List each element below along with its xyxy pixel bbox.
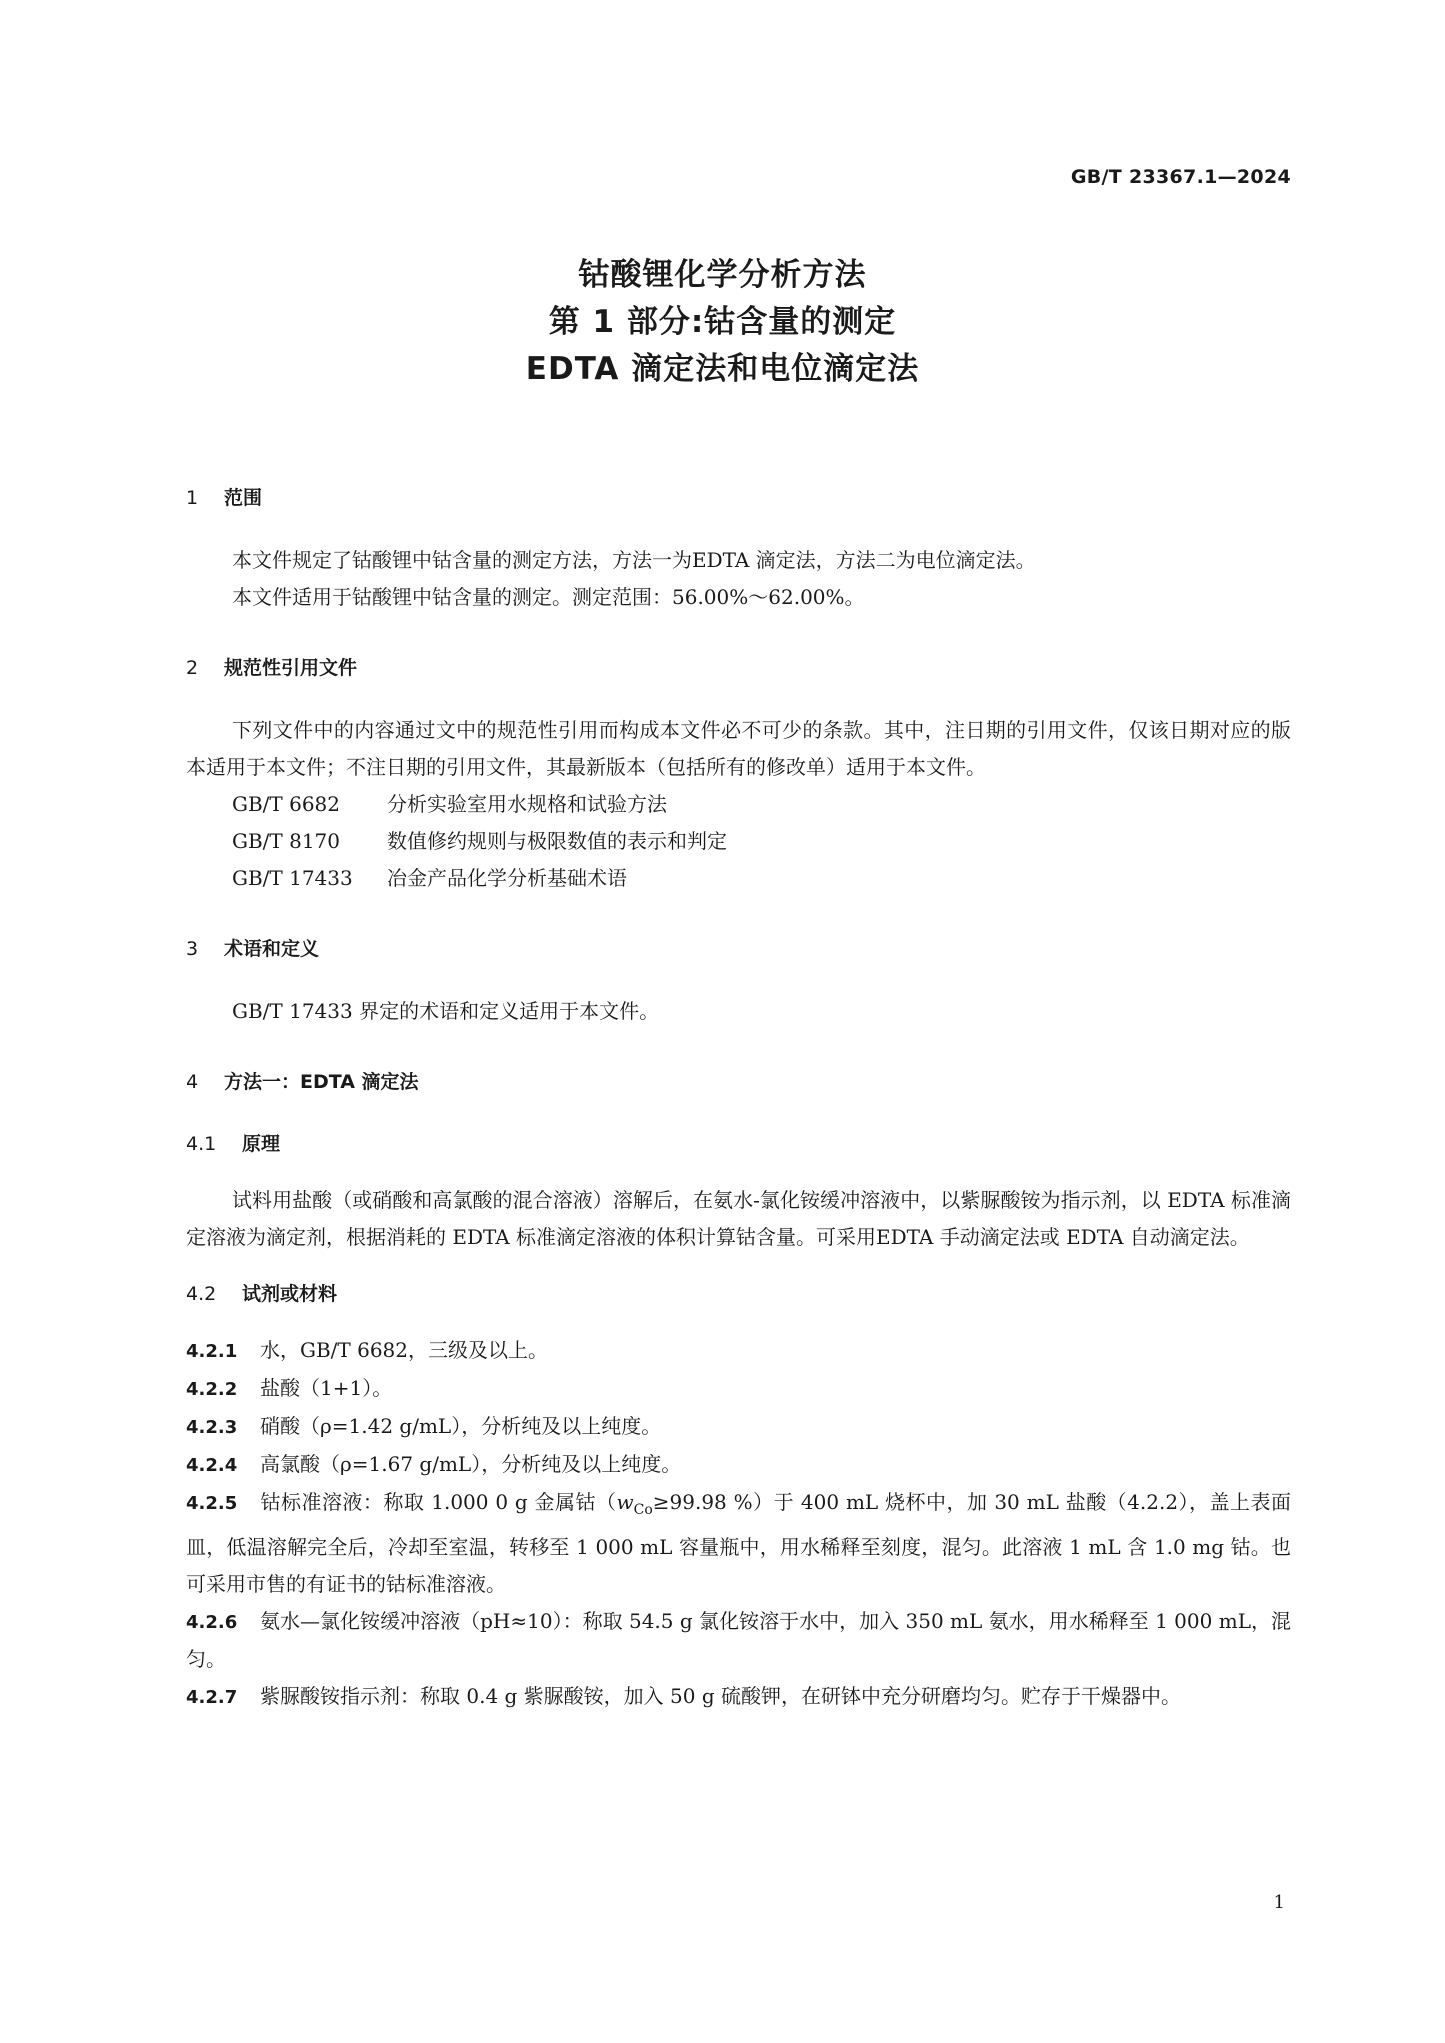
subsection-number: 4.1 — [186, 1133, 217, 1155]
section-number: 4 — [186, 1071, 199, 1093]
item-text: 钴标准溶液：称取 1.000 0 g 金属钴（ — [260, 1490, 617, 1514]
reference-item — [186, 786, 1291, 823]
reagent-item — [186, 1678, 1291, 1716]
section-number: 3 — [186, 938, 199, 960]
item-number: 4.2.2 — [186, 1379, 238, 1400]
item-text: 硝酸（ρ=1.42 g/mL），分析纯及以上纯度。 — [260, 1414, 662, 1438]
item-number: 4.2.4 — [186, 1455, 238, 1476]
section-title: 方法一：EDTA 滴定法 — [224, 1071, 419, 1093]
title-line-2: 第 1 部分:钴含量的测定 — [548, 304, 897, 340]
section-3-heading — [186, 931, 1291, 967]
section-title: 范围 — [224, 487, 263, 509]
standard-code: GB/T 23367.1—2024 — [1070, 166, 1291, 188]
reference-name: 冶金产品化学分析基础术语 — [387, 866, 627, 890]
subsection-4-2-heading — [186, 1276, 1291, 1312]
mass-fraction-symbol: w — [616, 1490, 634, 1514]
reagent-item — [186, 1332, 1291, 1370]
section-2-heading — [186, 650, 1291, 686]
mass-fraction-subscript: Co — [633, 1502, 653, 1518]
item-text: 氨水—氯化铵缓冲溶液（pH≈10）：称取 54.5 g 氯化铵溶于水中，加入 350 mL 氨水，用水稀释至 1 000 mL，混匀。 — [186, 1609, 1291, 1671]
item-text: 水，GB/T 6682，三级及以上。 — [260, 1338, 549, 1362]
title-line-3: EDTA 滴定法和电位滴定法 — [525, 351, 920, 387]
reagent-item — [186, 1446, 1291, 1484]
page-number: 1 — [1273, 1892, 1285, 1913]
reagent-item — [186, 1603, 1291, 1678]
reagent-item — [186, 1484, 1291, 1603]
reference-code: GB/T 6682 — [232, 792, 341, 816]
item-number: 4.2.1 — [186, 1341, 238, 1362]
subsection-number: 4.2 — [186, 1283, 217, 1305]
item-text: ≥99.98 %）于 400 mL 烧杯中，加 30 mL 盐酸（4.2.2），盖上表面皿，低温溶解完全后，冷却至室温，转移至 1 000 mL 容量瓶中，用水稀释至刻度，混匀。此溶液 1 mL 含 1.0 mg 钴。也可采用市售的有证书的钴标准溶液。 — [186, 1490, 1291, 1596]
item-text: 高氯酸（ρ=1.67 g/mL），分析纯及以上纯度。 — [260, 1452, 682, 1476]
reference-item — [186, 860, 1291, 897]
reference-name: 数值修约规则与极限数值的表示和判定 — [387, 829, 727, 853]
reference-code: GB/T 8170 — [232, 829, 341, 853]
paragraph: 本文件规定了钴酸锂中钴含量的测定方法，方法一为EDTA 滴定法，方法二为电位滴定法。 — [232, 548, 1036, 572]
item-number: 4.2.7 — [186, 1687, 238, 1708]
reference-item — [186, 823, 1291, 860]
paragraph: GB/T 17433 界定的术语和定义适用于本文件。 — [232, 999, 660, 1023]
item-text: 紫脲酸铵指示剂：称取 0.4 g 紫脲酸铵，加入 50 g 硫酸钾，在研钵中充分研磨均匀。贮存于干燥器中。 — [260, 1684, 1182, 1708]
section-4-heading — [186, 1064, 1291, 1100]
subsection-title: 试剂或材料 — [242, 1283, 338, 1305]
reference-name: 分析实验室用水规格和试验方法 — [387, 792, 667, 816]
item-number: 4.2.6 — [186, 1612, 238, 1633]
paragraph: 下列文件中的内容通过文中的规范性引用而构成本文件必不可少的条款。其中，注日期的引用文件，仅该日期对应的版本适用于本文件；不注日期的引用文件，其最新版本（包括所有的修改单）适用于本文件。 — [186, 718, 1291, 779]
item-number: 4.2.5 — [186, 1493, 238, 1514]
reagent-item — [186, 1370, 1291, 1408]
section-title: 术语和定义 — [224, 938, 320, 960]
title-line-1: 钴酸锂化学分析方法 — [578, 257, 867, 293]
document-body — [186, 480, 1291, 1716]
section-1-heading — [186, 480, 1291, 516]
subsection-4-1-heading — [186, 1126, 1291, 1162]
reagent-item — [186, 1408, 1291, 1446]
section-number: 1 — [186, 487, 199, 509]
reference-code: GB/T 17433 — [232, 866, 353, 890]
paragraph: 试料用盐酸（或硝酸和高氯酸的混合溶液）溶解后，在氨水-氯化铵缓冲溶液中，以紫脲酸铵为指示剂，以 EDTA 标准滴定溶液为滴定剂，根据消耗的 EDTA 标准滴定溶液的体积计算钴含量。可采用EDTA 手动滴定法或 EDTA 自动滴定法。 — [186, 1188, 1291, 1249]
section-number: 2 — [186, 657, 199, 679]
item-number: 4.2.3 — [186, 1417, 238, 1438]
section-title: 规范性引用文件 — [224, 657, 358, 679]
item-text: 盐酸（1+1）。 — [260, 1376, 393, 1400]
subsection-title: 原理 — [242, 1133, 281, 1155]
document-title — [0, 252, 1445, 393]
paragraph: 本文件适用于钴酸锂中钴含量的测定。测定范围：56.00%～62.00%。 — [232, 585, 865, 609]
